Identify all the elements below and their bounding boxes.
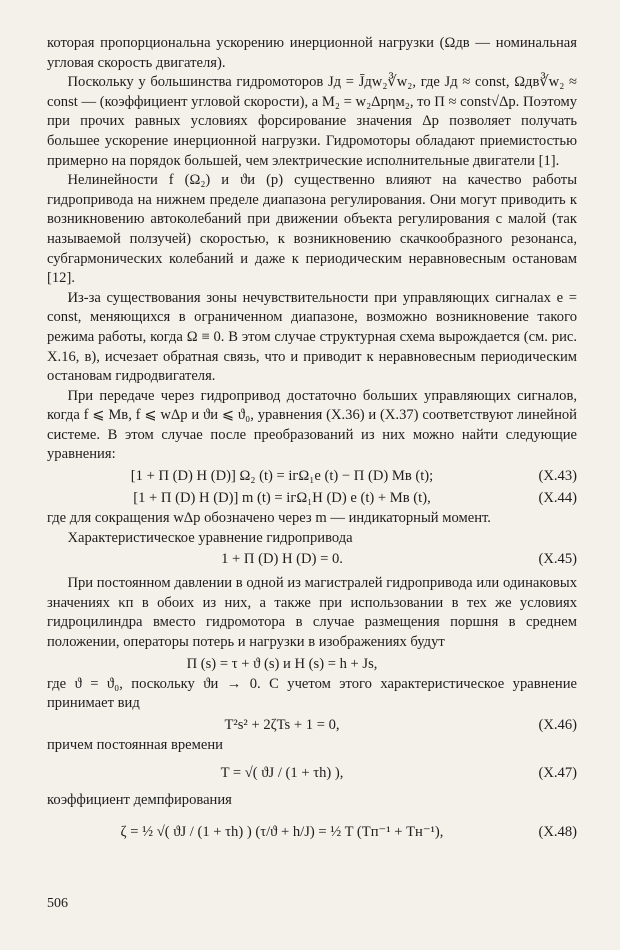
paragraph-4: Из-за существования зоны нечувствительности при управляющих сигналах e = const, меняющихся в ограниченном диапазоне, возможно возникновение такого режима работы, когда Ω ≡ 0. В этом случае структурная схема вырождается (см. рис. X.16, в), исчезает обратная связь, что и приводит к неравновесным периодическим остановам гидродвигателя. xyxy=(47,289,577,385)
paragraph-6: где для сокращения wΔp обозначено через m — индикаторный момент. xyxy=(47,510,491,527)
equation-operators-body: Π (s) = τ + ϑ (s) и H (s) = h + Js, xyxy=(186,655,378,672)
paragraph-7: Характеристическое уравнение гидропривода xyxy=(67,529,353,546)
paragraph-9: где ϑ = ϑ₀, поскольку ϑи → 0. С учетом этого характеристическое уравнение принимает вид xyxy=(47,675,577,712)
equation-x43-body: [1 + Π (D) H (D)] Ω₂ (t) = iгΩ₁e (t) − Π (D) Mв (t); xyxy=(130,468,434,485)
equation-x48-body: ζ = ½ √( ϑJ / (1 + τh) ) (τ/ϑ + h/J) = ½ T (Tп⁻¹ + Tн⁻¹), xyxy=(120,824,444,840)
equation-x46-number: (X.46) xyxy=(538,716,577,733)
paragraph-10: причем постоянная времени xyxy=(47,736,223,753)
equation-operators xyxy=(47,653,577,675)
equation-x48-number: (X.48) xyxy=(538,824,577,840)
paragraph-3: Нелинейности f (Ω₂) и ϑи (p) существенно влияют на качество работы гидропривода на нижнем пределе диапазона регулирования. Они могут приводить к возникновению автоколебаний при движении объекта регулирования с малой (так называемой ползучей) скоростью, к возникновению скачкообразного резонанса, субгармонических колебаний и даже к периодическим неравновесным остановам [12]. xyxy=(47,172,577,287)
paragraph-5: При передаче через гидропривод достаточно больших управляющих сигналов, когда f ⩽ Mв, f ⩽ wΔp и ϑи ⩽ ϑ₀, уравнения (X.36) и (X.37) соответствуют линейной системе. В этом случае после преобразований из них можно найти следующие уравнения: xyxy=(47,387,577,463)
paragraph-1: которая пропорциональна ускорению инерционной нагрузки (Ωдв — номинальная угловая скорость двигателя). xyxy=(47,35,577,71)
equation-x45 xyxy=(47,548,577,570)
equation-x48 xyxy=(47,811,577,853)
equation-x45-body: 1 + Π (D) H (D) = 0. xyxy=(221,551,343,568)
page-content xyxy=(47,34,577,853)
equation-x47-number: (X.47) xyxy=(538,765,577,782)
equation-x44 xyxy=(47,487,577,509)
paragraph-8: При постоянном давлении в одной из магистралей гидропривода или одинаковых значениях κп в обоих из них, а также при использовании в тех же условиях гидроцилиндра вместо гидромотора в случае размещения поршня в среднем положении, операторы потерь и нагрузки в изображениях будут xyxy=(47,575,577,651)
equation-x47-body: T = √( ϑJ / (1 + τh) ), xyxy=(220,765,344,782)
equation-x43 xyxy=(47,465,577,487)
paragraph-11: коэффициент демпфирования xyxy=(47,792,232,809)
equation-x45-number: (X.45) xyxy=(538,551,577,568)
equation-x43-number: (X.43) xyxy=(538,468,577,485)
equation-x44-number: (X.44) xyxy=(538,490,577,507)
equation-x44-body: [1 + Π (D) H (D)] m (t) = iгΩ₁H (D) e (t) + Mв (t), xyxy=(133,490,431,507)
equation-x46 xyxy=(47,714,577,736)
equation-x47 xyxy=(47,755,577,791)
paragraph-2: Поскольку у большинства гидромоторов Jд = J̄дw₂∛w₂, где Jд ≈ const, Ωдв∛w₂ ≈ const — (коэффициент угловой скорости), а M₂ = w₂Δpηм₂, то Π ≈ const√Δp. Поэтому при прочих равных условиях форсирование значения Δp позволяет получать большее ускорение инерционной нагрузки. Гидромоторы обладают приемистостью примерно на порядок большей, чем электрические исполнительные двигатели [1]. xyxy=(47,74,577,169)
page-number: 506 xyxy=(47,896,68,911)
equation-x46-body: T²s² + 2ζTs + 1 = 0, xyxy=(224,716,340,733)
